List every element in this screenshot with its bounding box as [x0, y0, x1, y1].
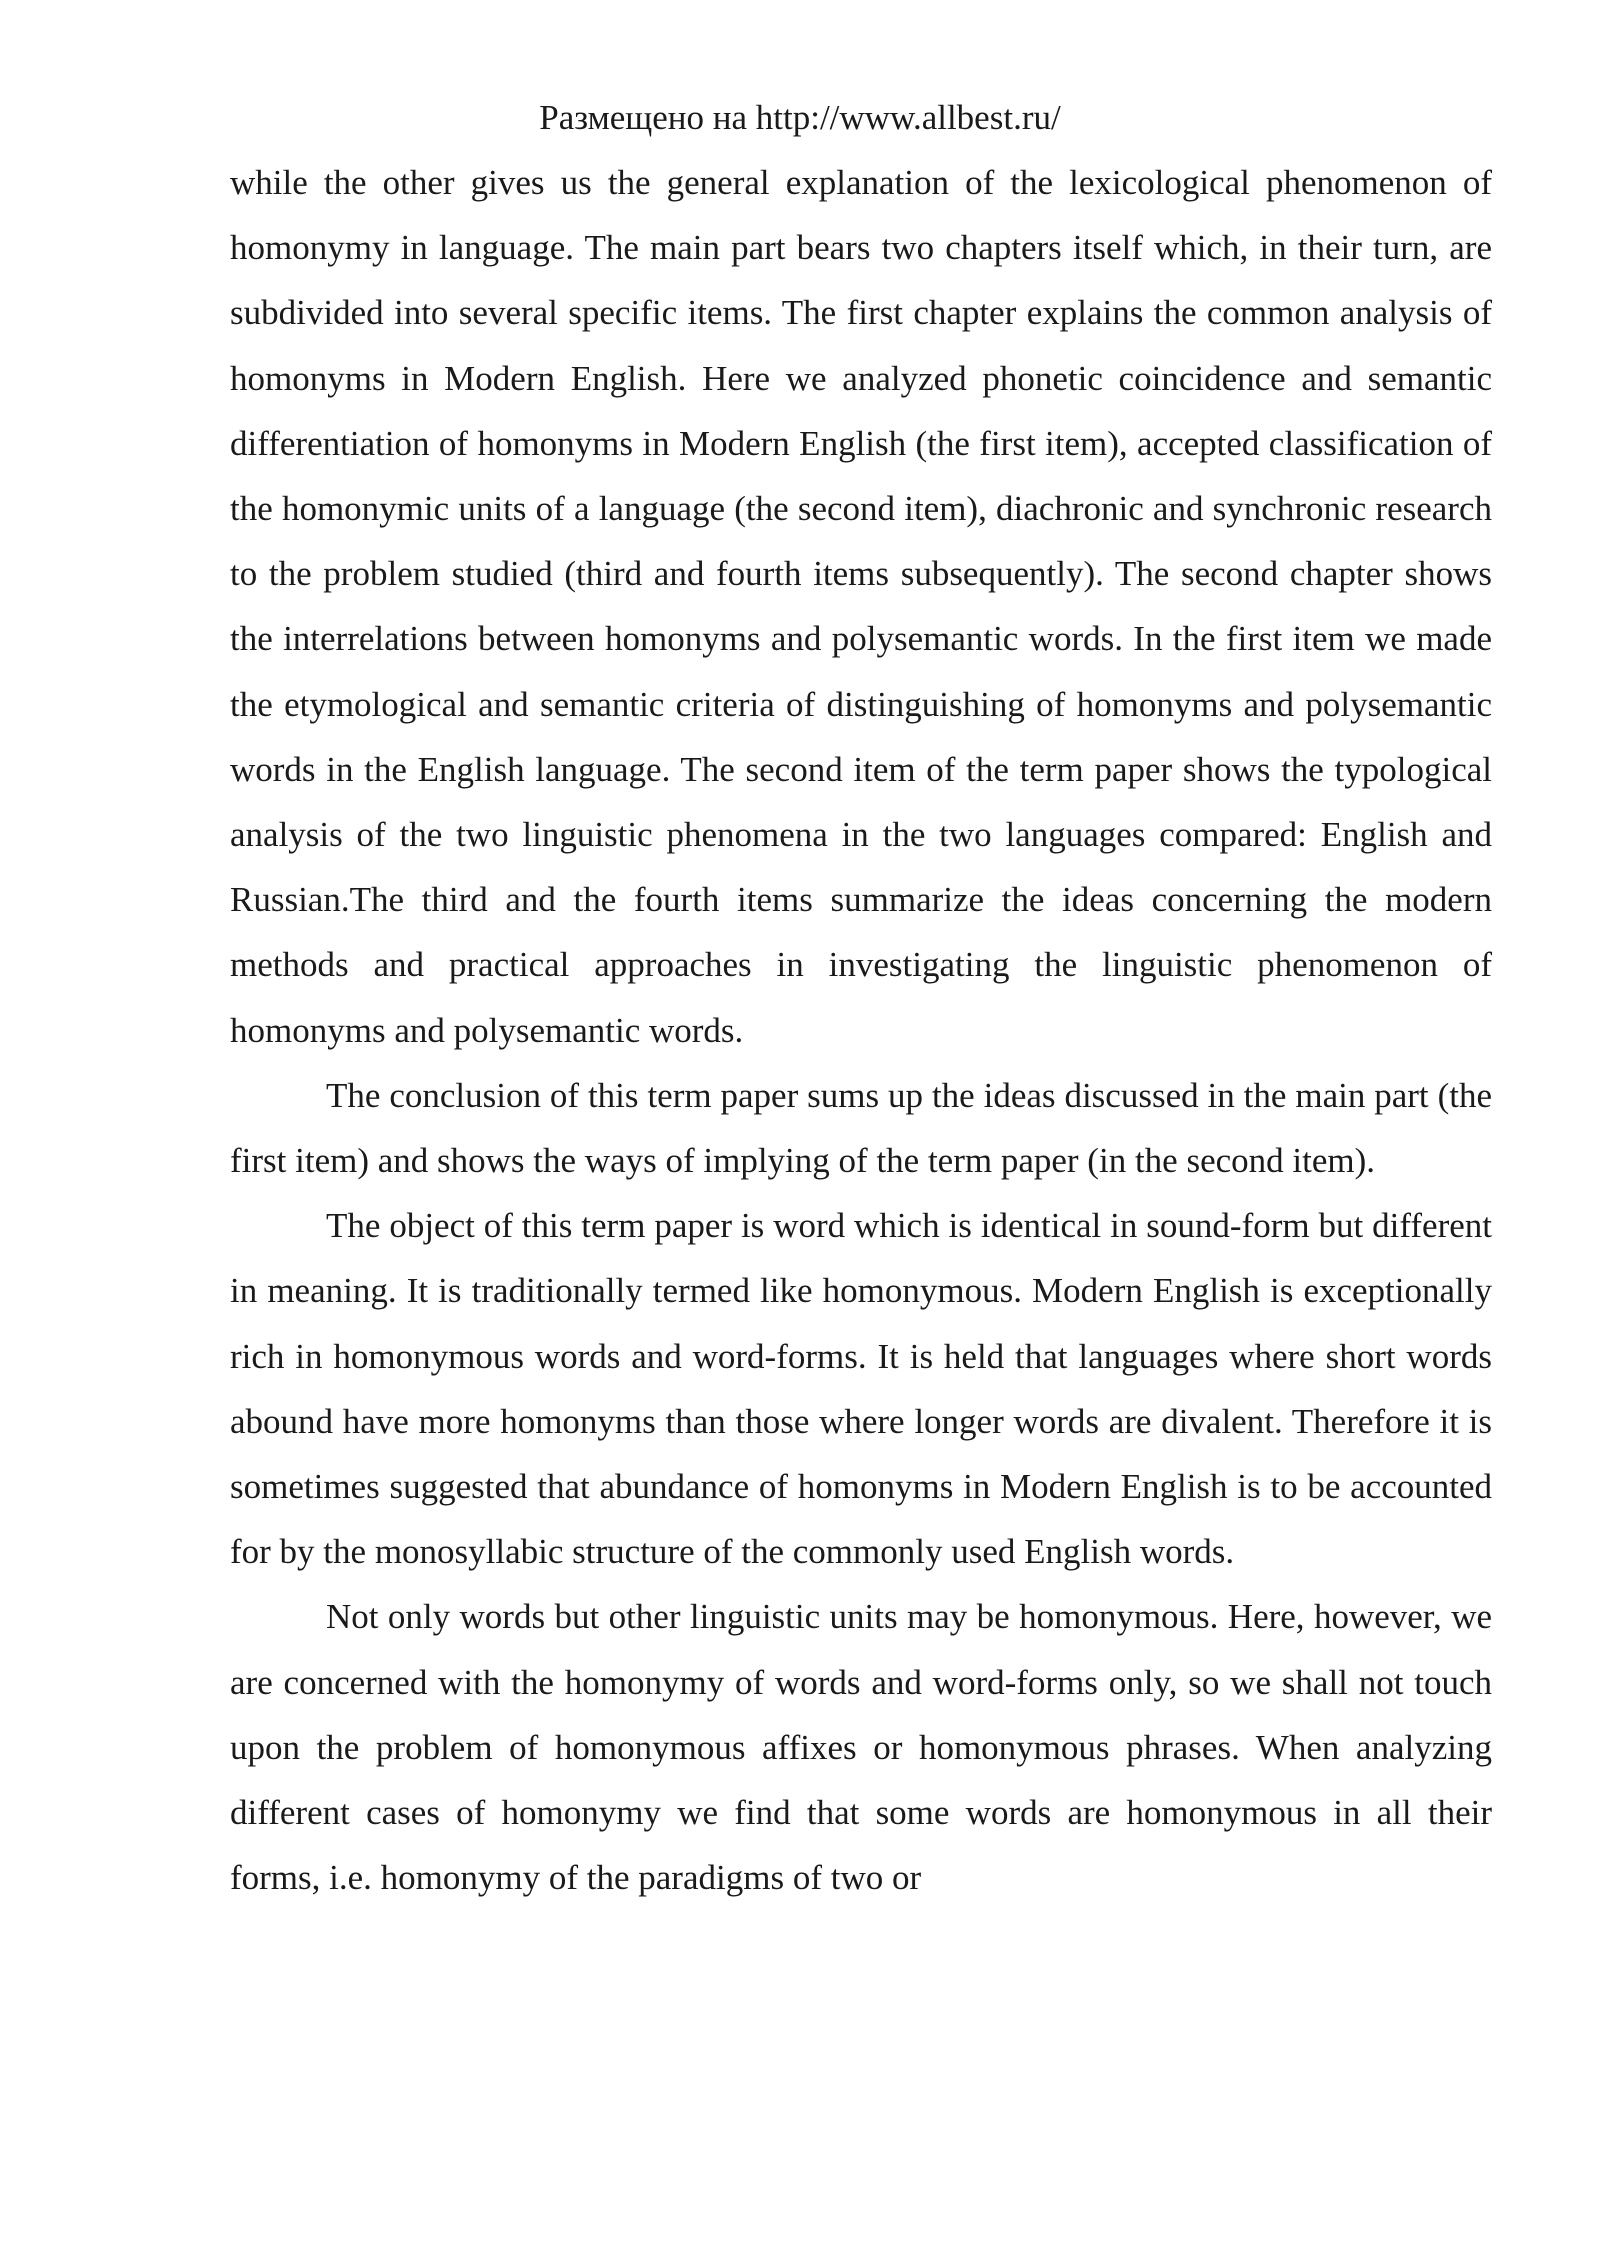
page-header: Размещено на http://www.allbest.ru/ [539, 98, 1061, 137]
paragraph-continuation: while the other gives us the general explanation of the lexicological phenomenon of homonymy in language. The main part bears two chapters itself which, in their turn, are subdivided into several specific items. The first chapter explains the common analysis of homonyms in Modern English. Here we analyzed phonetic coincidence and semantic differentiation of homonyms in Modern English (the first item), accepted classification of the homonymic units of a language (the second item), diachronic and synchronic research to the problem studied (third and fourth items subsequently). The second chapter shows the interrelations between homonyms and polysemantic words. In the first item we made the etymological and semantic criteria of distinguishing of homonyms and polysemantic words in the English language. The second item of the term paper shows the typological analysis of the two linguistic phenomena in the two languages compared: English and Russian.The third and the fourth items summarize the ideas concerning the modern methods and practical approaches in investigating the linguistic phenomenon of homonyms and polysemantic words. [230, 163, 1492, 1050]
paragraph-object: The object of this term paper is word which is identical in sound-form but different in meaning. It is traditionally termed like homonymous. Modern English is exceptionally rich in homonymous words and word-forms. It is held that languages where short words abound have more homonyms than those where longer words are divalent. Therefore it is sometimes suggested that abundance of homonyms in Modern English is to be accounted for by the monosyllabic structure of the commonly used English words. [230, 1206, 1492, 1572]
document-body [230, 150, 1492, 1910]
paragraph-linguistic-units: Not only words but other linguistic units may be homonymous. Here, however, we are concerned with the homonymy of words and word-forms only, so we shall not touch upon the problem of homonymous affixes or homonymous phrases. When analyzing different cases of homonymy we find that some words are homonymous in all their forms, i.e. homonymy of the paradigms of two or [230, 1597, 1492, 1898]
paragraph-conclusion: The conclusion of this term paper sums up the ideas discussed in the main part (the first item) and shows the ways of implying of the term paper (in the second item). [230, 1075, 1492, 1181]
